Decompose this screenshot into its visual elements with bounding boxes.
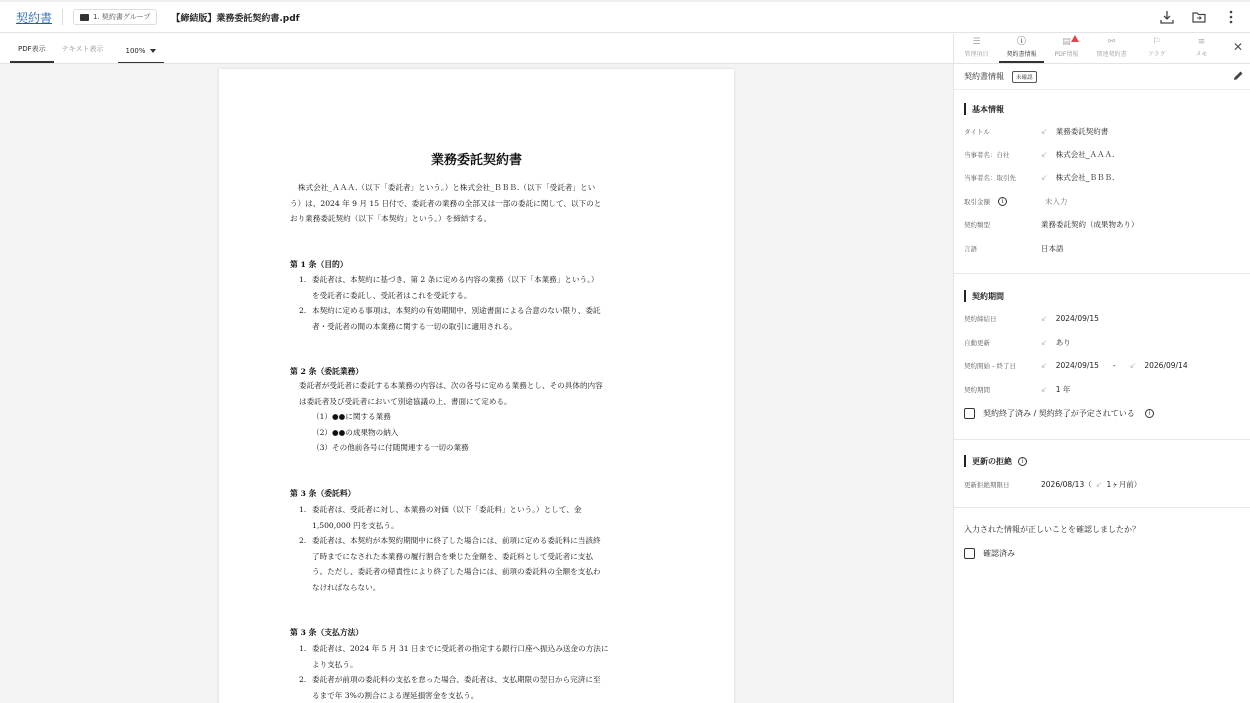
status-badge: 未確認 xyxy=(1012,71,1037,83)
tab-label: メモ xyxy=(1195,51,1208,58)
confirmation-section xyxy=(954,508,1250,588)
contract-heading: 業務委託契約書 xyxy=(430,153,522,168)
group-title-text: 契約期間 xyxy=(972,291,1004,301)
item-number: 1. xyxy=(299,505,307,514)
article-2-body xyxy=(299,378,674,409)
field-row[interactable] xyxy=(964,479,1141,490)
tab-related-contracts[interactable] xyxy=(1089,34,1134,63)
item-number: 2. xyxy=(299,536,307,545)
tab-flag[interactable] xyxy=(1134,34,1179,63)
field-label: 契約期間 xyxy=(964,386,990,394)
field-row[interactable] xyxy=(964,314,1099,323)
field-row[interactable] xyxy=(964,384,1070,395)
field-value: 1ヶ月前） xyxy=(1106,480,1142,489)
download-icon[interactable] xyxy=(1158,8,1176,26)
edit-pencil-icon[interactable] xyxy=(1233,70,1244,83)
text-line: 本契約に定める事項は、本契約の有効期間中、別途書面による合意のない限り、委託 xyxy=(312,306,601,315)
confirm-question: 入力された情報が正しいことを確認しましたか？ xyxy=(964,525,1140,534)
group-title xyxy=(954,455,1027,467)
field-row[interactable] xyxy=(964,149,1114,160)
tab-label: フラグ xyxy=(1147,51,1166,58)
contract-ended-checkbox-row[interactable] xyxy=(964,408,1154,419)
article-2-sub-item: （3）その他前各号に付随関連する一切の業務 xyxy=(312,443,469,452)
top-bar xyxy=(0,0,1250,33)
field-row[interactable] xyxy=(964,243,1064,254)
item-number: 1. xyxy=(299,644,307,653)
contract-group-chip[interactable] xyxy=(73,9,157,25)
text-line: 委託者が受託者に委託する本業務の内容は、次の各号に定める業務とし、その具体的内容 xyxy=(299,381,603,390)
item-number: 2. xyxy=(299,306,307,315)
flag-icon: ⚐ xyxy=(1152,37,1161,47)
field-label: 言語 xyxy=(964,245,977,253)
field-label: 契約締結日 xyxy=(964,315,997,323)
field-row[interactable] xyxy=(964,196,1068,207)
text-line: は委託者及び受託者において別途協議の上、書面にて定める。 xyxy=(299,396,512,406)
article-item xyxy=(299,533,664,595)
pdf-page xyxy=(219,69,734,703)
section-header xyxy=(954,64,1250,90)
text-line: を受託者に委託し、受託者はこれを受託する。 xyxy=(312,290,472,300)
more-vertical-icon[interactable] xyxy=(1222,8,1240,26)
group-label: 1. 契約書グループ xyxy=(93,13,151,21)
article-item xyxy=(299,641,664,672)
arrow-icon: ↙ xyxy=(1041,361,1048,370)
section-title: 契約書情報 xyxy=(964,72,1004,81)
contract-info-panel xyxy=(953,34,1250,703)
tab-label: 管理項目 xyxy=(964,51,989,58)
tab-label: PDF情報 xyxy=(1054,51,1079,58)
tab-pdf-info[interactable] xyxy=(1044,34,1089,63)
tab-pdf-view[interactable]: PDF表示 xyxy=(10,44,54,63)
field-label: 自動更新 xyxy=(964,339,990,347)
text-line: より支払う。 xyxy=(312,659,358,669)
brand-link[interactable]: 契約書 xyxy=(16,10,53,25)
text-line: るまで年 3%の割合による遅延損害金を支払う。 xyxy=(312,690,479,700)
field-value: 株式会社_ＢＢＢ. xyxy=(1055,173,1115,182)
document-title: 【締結版】業務委託契約書.pdf xyxy=(171,13,300,24)
link-icon: ⚯ xyxy=(1107,37,1116,47)
field-value: 業務委託契約（成果物あり） xyxy=(1041,220,1139,229)
item-number: 1. xyxy=(299,275,307,284)
field-value: 2026/09/14 xyxy=(1144,361,1188,370)
text-line: 1,500,000 円を支払う。 xyxy=(312,520,399,530)
field-row[interactable] xyxy=(964,337,1071,348)
text-line: 委託者は、本契約に基づき、第 2 条に定める内容の業務（以下「本業務」という。） xyxy=(312,275,599,284)
text-line: 者・受託者の間の本業務に関する一切の取引に適用される。 xyxy=(312,321,518,331)
info-icon[interactable]: i xyxy=(998,197,1007,206)
chevron-down-icon xyxy=(150,49,156,53)
field-value: 日本語 xyxy=(1041,244,1064,253)
basic-info-group xyxy=(954,90,1250,274)
confirmed-checkbox-row[interactable] xyxy=(964,548,1015,559)
arrow-icon: ↙ xyxy=(1041,127,1048,136)
tab-label: 関連契約書 xyxy=(1096,51,1127,58)
group-bar xyxy=(964,103,966,115)
arrow-icon: ↙ xyxy=(1041,150,1048,159)
divider xyxy=(62,9,63,25)
group-title xyxy=(954,290,1004,302)
article-2-title: 第 2 条（委託業務） xyxy=(290,367,364,376)
article-item xyxy=(299,272,664,303)
text-line: なければならない。 xyxy=(312,582,381,592)
info-icon: ⓘ xyxy=(1016,37,1026,47)
checkbox[interactable] xyxy=(964,408,975,419)
text-line: 了時までになされた本業務の履行割合を乗じた金額を、委託料として受託者に支払 xyxy=(312,551,593,561)
text-line: う。ただし、委託者の帰責性により終了した場合には、前項の委託料の全額を支払わ xyxy=(312,567,601,576)
text-line: 株式会社_ＡＡＡ.（以下「委託者」という。）と株式会社_ＢＢＢ.（以下「受託者」とい xyxy=(298,183,596,192)
arrow-icon: ↙ xyxy=(1041,385,1048,394)
arrow-icon: ↙ xyxy=(1129,361,1137,370)
field-label: 取引金額 xyxy=(964,198,990,206)
range-dash: - xyxy=(1112,361,1116,370)
article-1-title: 第 1 条（目的） xyxy=(290,260,348,269)
field-label: 当事者名：取引先 xyxy=(964,174,1016,182)
article-3-title: 第 3 条（委託料） xyxy=(290,489,356,498)
field-row[interactable] xyxy=(964,219,1139,230)
zoom-select[interactable] xyxy=(118,47,164,63)
field-row[interactable] xyxy=(964,126,1108,137)
group-bar xyxy=(964,290,966,302)
intro-paragraph xyxy=(290,180,665,227)
text-line: 委託者が前項の委託料の支払を怠った場合、委託者は、支払期限の翌日から完済に至 xyxy=(312,675,601,684)
text-line: 委託者は、本契約が本契約期間中に終了した場合には、前項に定める委託料に当該終 xyxy=(312,536,601,545)
arrow-icon: ↙ xyxy=(1095,480,1103,489)
article-item xyxy=(299,502,664,533)
info-icon[interactable]: i xyxy=(1018,457,1027,466)
list-icon: ☰ xyxy=(972,37,981,47)
contract-period-group xyxy=(954,274,1250,440)
group-title-text: 基本情報 xyxy=(972,104,1004,114)
arrow-icon: ↙ xyxy=(1041,338,1048,347)
arrow-icon: ↙ xyxy=(1041,173,1048,182)
folder-icon xyxy=(80,14,89,21)
panel-tabs xyxy=(954,34,1250,64)
warning-icon xyxy=(1071,35,1079,42)
pdf-file-icon: ▤ xyxy=(1062,37,1071,47)
field-label: 契約類型 xyxy=(964,221,990,229)
field-value: 2024/09/15 xyxy=(1055,361,1099,370)
text-line: う）は、2024 年 9 月 15 日付で、委託者の業務の全部又は一部の委託に関して、以下のと xyxy=(290,198,602,208)
article-2-sub-item: （1）●●に関する業務 xyxy=(312,412,391,421)
field-row[interactable] xyxy=(964,361,1188,370)
item-number: 2. xyxy=(299,675,307,684)
field-value: 未入力 xyxy=(1045,197,1068,206)
article-4-title: 第 3 条（支払方法） xyxy=(290,628,364,637)
tab-contract-info[interactable] xyxy=(999,34,1044,63)
field-value: あり xyxy=(1055,338,1071,347)
tab-text-view[interactable]: テキスト表示 xyxy=(61,45,104,53)
checkbox-label: 確認済み xyxy=(983,549,1015,558)
group-bar xyxy=(964,455,966,467)
article-2-sub-item: （2）●●の成果物の納入 xyxy=(312,428,399,437)
field-value: 業務委託契約書 xyxy=(1055,127,1109,136)
field-label: タイトル xyxy=(964,128,990,136)
document-viewer[interactable] xyxy=(0,64,953,703)
viewer-tabs xyxy=(0,34,953,64)
field-value: 1 年 xyxy=(1055,385,1071,394)
field-value: 2024/09/15 xyxy=(1055,314,1099,323)
checkbox-label: 契約終了済み / 契約終了が予定されている xyxy=(983,409,1135,418)
article-item xyxy=(299,303,664,334)
checkbox[interactable] xyxy=(964,548,975,559)
field-label: 当事者名：自社 xyxy=(964,151,1010,159)
field-label: 契約開始 - 終了日 xyxy=(964,362,1016,370)
field-row[interactable] xyxy=(964,172,1114,183)
tab-management-items[interactable] xyxy=(954,34,999,63)
field-value: 株式会社_ＡＡＡ. xyxy=(1055,150,1115,159)
text-line: おり業務委託契約（以下「本契約」という。）を締結する。 xyxy=(290,214,492,223)
close-icon[interactable]: ✕ xyxy=(1232,40,1243,54)
text-line: 委託者は、2024 年 5 月 31 日までに受託者の指定する銀行口座へ振込み送金の方法に xyxy=(312,644,609,653)
article-item xyxy=(299,672,664,703)
memo-icon: ≡ xyxy=(1197,37,1206,47)
renewal-rejection-group xyxy=(954,440,1250,508)
info-icon[interactable]: i xyxy=(1145,409,1154,418)
group-title xyxy=(954,103,1004,115)
zoom-value: 100% xyxy=(125,47,146,55)
tab-memo[interactable] xyxy=(1179,34,1224,63)
arrow-icon: ↙ xyxy=(1041,314,1048,323)
move-folder-icon[interactable] xyxy=(1190,8,1208,26)
field-label: 更新拒絶期限日 xyxy=(964,481,1010,489)
text-line: 委託者は、受託者に対し、本業務の対価（以下「委託料」という。）として、金 xyxy=(312,505,582,514)
tab-label: 契約書情報 xyxy=(1006,51,1037,58)
group-title-text: 更新の拒絶 xyxy=(972,456,1012,466)
field-value: 2026/08/13（ xyxy=(1041,480,1092,489)
